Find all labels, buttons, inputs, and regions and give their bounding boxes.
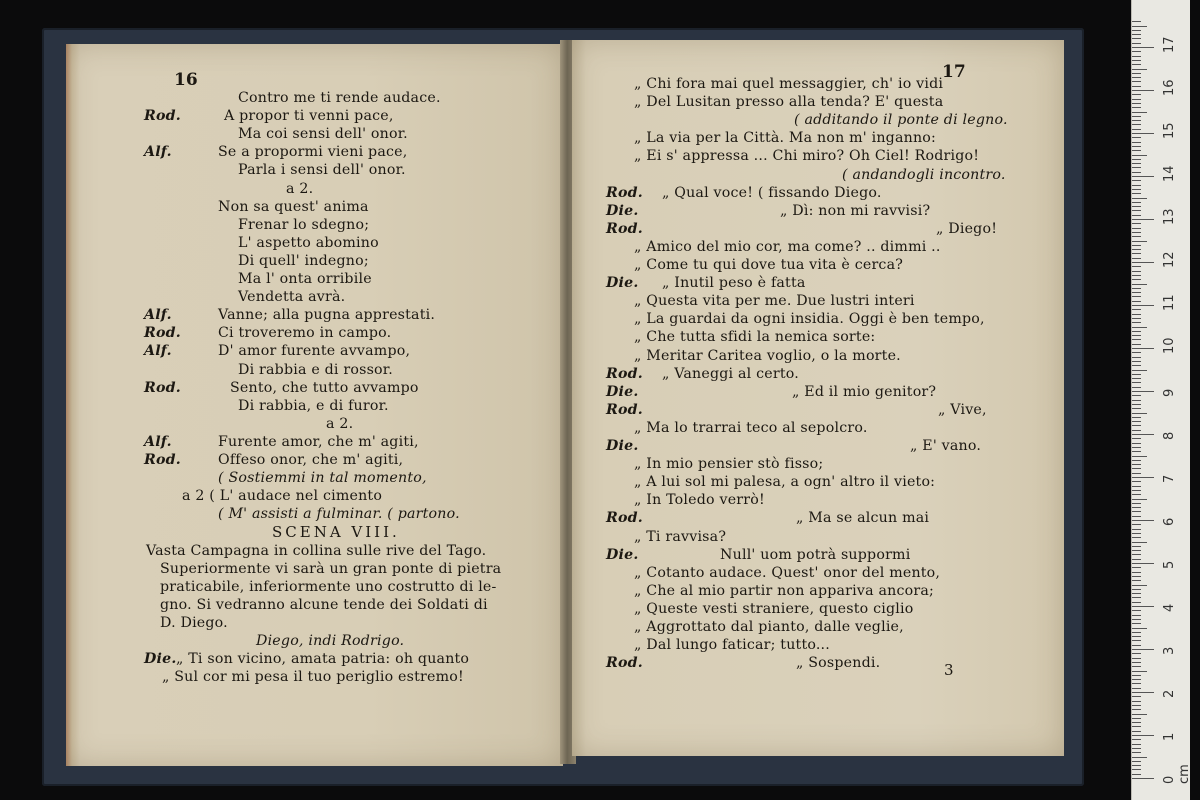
ruler-tick <box>1132 395 1141 396</box>
ruler-tick <box>1132 413 1147 414</box>
ruler-tick <box>1132 133 1154 134</box>
speaker-label: Die. <box>606 275 639 292</box>
ruler-tick <box>1132 589 1141 590</box>
ruler-tick <box>1132 529 1141 530</box>
ruler-tick <box>1132 499 1147 500</box>
ruler-tick <box>1132 516 1141 517</box>
ruler-tick <box>1132 671 1147 672</box>
verse-line: „ Ma lo trarrai teco al sepolcro. <box>634 419 868 436</box>
verse-line: Contro me ti rende audace. <box>238 90 441 106</box>
verse-line: a 2. <box>326 415 354 432</box>
ruler-tick <box>1132 468 1141 469</box>
ruler-tick <box>1132 146 1141 147</box>
ruler-tick <box>1132 765 1141 766</box>
verse-line: Parla i sensi dell' onor. <box>238 162 406 179</box>
ruler-tick <box>1132 56 1141 57</box>
verse-line: „ Diego! <box>936 220 998 237</box>
ruler-tick <box>1132 382 1141 383</box>
ruler-tick <box>1132 327 1147 328</box>
verse-line: Vendetta avrà. <box>238 289 346 306</box>
ruler-tick <box>1132 34 1141 35</box>
ruler-tick <box>1132 675 1141 676</box>
ruler-tick <box>1132 494 1141 495</box>
verse-line: Ma coi sensi dell' onor. <box>238 126 408 143</box>
ruler-tick <box>1132 486 1141 487</box>
ruler-tick <box>1132 30 1141 31</box>
ruler-tick <box>1132 511 1141 512</box>
ruler-tick <box>1132 305 1154 306</box>
speaker-label: Die. <box>144 651 177 668</box>
ruler-tick <box>1132 301 1141 302</box>
speaker-label: Rod. <box>144 108 181 125</box>
ruler-tick <box>1132 228 1141 229</box>
ruler-label: 4 <box>1162 603 1177 612</box>
ruler-tick <box>1132 137 1141 138</box>
ruler-tick <box>1132 602 1141 603</box>
verse-line: „ Dal lungo faticar; tutto... <box>634 637 830 654</box>
speaker-label: Die. <box>606 202 639 219</box>
ruler-tick <box>1132 477 1154 478</box>
ruler-tick <box>1132 223 1141 224</box>
ruler-tick <box>1132 241 1147 242</box>
ruler-tick <box>1132 116 1141 117</box>
ruler-tick <box>1132 619 1141 620</box>
ruler-tick <box>1132 520 1154 521</box>
ruler-label: 5 <box>1162 560 1177 569</box>
ruler-tick <box>1132 447 1141 448</box>
ruler-tick <box>1132 563 1154 564</box>
ruler-tick <box>1132 632 1141 633</box>
verse-line: „ Ed il mio genitor? <box>792 383 937 400</box>
ruler-tick <box>1132 176 1154 177</box>
verse-line: gno. Si vedranno alcune tende dei Soldati di <box>160 596 488 613</box>
ruler-tick <box>1132 404 1141 405</box>
speaker-label: Rod. <box>606 365 643 382</box>
ruler-tick <box>1132 408 1141 409</box>
speaker-label: Rod. <box>144 452 181 468</box>
speaker-label: Die. <box>606 383 639 400</box>
ruler-tick <box>1132 198 1147 199</box>
ruler-tick <box>1132 688 1141 689</box>
ruler-tick <box>1132 262 1154 263</box>
ruler-tick <box>1132 567 1141 568</box>
verse-line: „ Sospendi. <box>796 655 881 672</box>
ruler-tick <box>1132 425 1141 426</box>
ruler-label: 8 <box>1162 431 1177 440</box>
ruler-tick <box>1132 537 1141 538</box>
ruler-tick <box>1132 94 1141 95</box>
ruler-tick <box>1132 683 1141 684</box>
verse-line: „ In mio pensier stò fisso; <box>634 456 824 473</box>
verse-line: „ Qual voce! ( fissando Diego. <box>662 184 882 201</box>
ruler-tick <box>1132 546 1141 547</box>
ruler-label: 13 <box>1162 208 1177 225</box>
verse-line: „ Ma se alcun mai <box>796 510 930 527</box>
verse-line: ( andandogli incontro. <box>842 166 1006 183</box>
ruler-tick <box>1132 284 1147 285</box>
verse-line: „ Aggrottato dal pianto, dalle veglie, <box>634 619 904 635</box>
ruler-tick <box>1132 430 1141 431</box>
verse-line: „ E' vano. <box>910 438 982 454</box>
verse-line: Offeso onor, che m' agiti, <box>218 452 404 468</box>
ruler-tick <box>1132 778 1154 779</box>
ruler-tick <box>1132 365 1141 366</box>
ruler-tick <box>1132 718 1141 719</box>
ruler-tick <box>1132 460 1141 461</box>
verse-line: Null' uom potrà suppormi <box>720 546 911 563</box>
verse-line: D' amor furente avvampo, <box>218 343 411 360</box>
ruler-tick <box>1132 99 1141 100</box>
ruler-tick <box>1132 636 1141 637</box>
verse-line: „ Vive, <box>938 401 987 418</box>
ruler-tick <box>1132 279 1141 280</box>
ruler-label: 16 <box>1162 79 1177 96</box>
ruler-tick <box>1132 572 1141 573</box>
ruler-tick <box>1132 81 1141 82</box>
ruler-label: 3 <box>1162 646 1177 655</box>
ruler-tick <box>1132 709 1141 710</box>
ruler-tick <box>1132 275 1141 276</box>
ruler-tick <box>1132 189 1141 190</box>
ruler-tick <box>1132 640 1141 641</box>
ruler-tick <box>1132 490 1141 491</box>
verse-line: Vasta Campagna in collina sulle rive del Tago. <box>146 542 487 559</box>
ruler-tick <box>1132 185 1141 186</box>
ruler-tick <box>1132 361 1141 362</box>
verse-line: „ Che al mio partir non appariva ancora; <box>634 582 934 599</box>
speaker-label: Alf. <box>144 144 172 161</box>
left-page-number: 16 <box>174 70 198 90</box>
ruler-tick <box>1132 206 1141 207</box>
ruler-tick <box>1132 26 1147 27</box>
ruler-tick <box>1132 606 1154 607</box>
ruler-tick <box>1132 129 1141 130</box>
right-page-number: 17 <box>942 62 966 82</box>
ruler-tick <box>1132 542 1147 543</box>
verse-line: Furente amor, che m' agiti, <box>218 433 419 450</box>
ruler-tick <box>1132 701 1141 702</box>
speaker-label: Rod. <box>606 184 643 201</box>
speaker-label: Die. <box>606 546 639 563</box>
verse-line: ( additando il ponte di legno. <box>794 112 1008 129</box>
ruler-tick <box>1132 266 1141 267</box>
ruler-label: 10 <box>1162 337 1177 354</box>
verse-line: ( M' assisti a fulminar. ( partono. <box>218 506 460 523</box>
ruler-tick <box>1132 258 1141 259</box>
ruler-tick <box>1132 696 1141 697</box>
verse-line: Ma l' onta orribile <box>238 271 372 287</box>
ruler-tick <box>1132 232 1141 233</box>
ruler-tick <box>1132 249 1141 250</box>
ruler-tick <box>1132 769 1141 770</box>
speaker-label: Rod. <box>606 401 643 418</box>
signature-mark: 3 <box>944 661 954 679</box>
ruler-tick <box>1132 464 1141 465</box>
ruler-tick <box>1132 172 1141 173</box>
ruler-label: 14 <box>1162 165 1177 182</box>
ruler-tick <box>1132 47 1154 48</box>
ruler-tick <box>1132 335 1141 336</box>
verse-line: Di rabbia, e di furor. <box>238 397 389 414</box>
ruler-tick <box>1132 167 1141 168</box>
speaker-label: Rod. <box>606 655 643 672</box>
ruler-tick <box>1132 731 1141 732</box>
verse-line: „ Chi fora mai quel messaggier, ch' io vidi <box>634 76 944 92</box>
ruler-tick <box>1132 236 1141 237</box>
ruler-tick <box>1132 155 1147 156</box>
ruler-tick <box>1132 112 1147 113</box>
ruler-tick <box>1132 348 1154 349</box>
verse-line: Vanne; alla pugna apprestati. <box>218 307 436 324</box>
ruler-tick <box>1132 726 1141 727</box>
verse-line: „ Questa vita per me. Due lustri interi <box>634 293 915 310</box>
ruler-tick <box>1132 524 1141 525</box>
verse-line: a 2 ( L' audace nel cimento <box>182 488 383 505</box>
ruler-tick <box>1132 666 1141 667</box>
ruler-tick <box>1132 271 1141 272</box>
verse-line: Ci troveremo in campo. <box>218 325 392 342</box>
ruler-label: 11 <box>1162 294 1177 311</box>
verse-line: „ Ei s' appressa ... Chi miro? Oh Ciel! Rodrigo! <box>634 148 980 165</box>
verse-line: „ La guardai da ogni insidia. Oggi è ben tempo, <box>634 311 985 328</box>
ruler-tick <box>1132 585 1147 586</box>
ruler-tick <box>1132 705 1141 706</box>
ruler-tick <box>1132 400 1141 401</box>
ruler-tick <box>1132 615 1141 616</box>
ruler-tick <box>1132 43 1141 44</box>
ruler-label: 17 <box>1162 36 1177 53</box>
ruler-tick <box>1132 503 1141 504</box>
ruler-tick <box>1132 219 1154 220</box>
ruler-tick <box>1132 434 1154 435</box>
ruler-tick <box>1132 21 1141 22</box>
verse-line: A propor ti venni pace, <box>224 108 394 125</box>
ruler-tick <box>1132 344 1141 345</box>
ruler-tick <box>1132 744 1141 745</box>
verse-line: SCENA VIII. <box>272 523 400 542</box>
ruler-tick <box>1132 473 1141 474</box>
ruler-tick <box>1132 314 1141 315</box>
verse-line: praticabile, inferiormente uno costrutto di le- <box>160 578 497 595</box>
ruler-label: 12 <box>1162 251 1177 268</box>
ruler-tick <box>1132 331 1141 332</box>
ruler-label: 6 <box>1162 517 1177 526</box>
verse-line: D. Diego. <box>160 614 228 631</box>
ruler-tick <box>1132 215 1141 216</box>
ruler-tick <box>1132 714 1147 715</box>
verse-line: „ Del Lusitan presso alla tenda? E' questa <box>634 94 944 111</box>
ruler-label: 2 <box>1162 689 1177 698</box>
verse-line: Superiormente vi sarà un gran ponte di pietra <box>160 560 502 577</box>
ruler-tick <box>1132 507 1141 508</box>
verse-line: „ Meritar Caritea voglio, o la morte. <box>634 347 901 364</box>
speaker-label: Alf. <box>144 433 172 450</box>
ruler-tick <box>1132 309 1141 310</box>
speaker-label: Rod. <box>144 325 181 342</box>
ruler-tick <box>1132 370 1147 371</box>
ruler-tick <box>1132 292 1141 293</box>
ruler-tick <box>1132 576 1141 577</box>
ruler-tick <box>1132 554 1141 555</box>
verse-line: L' aspetto abomino <box>238 234 379 251</box>
ruler-tick <box>1132 421 1141 422</box>
ruler-tick <box>1132 124 1141 125</box>
ruler-tick <box>1132 77 1141 78</box>
right-page <box>572 40 1064 756</box>
ruler-tick <box>1132 735 1154 736</box>
ruler-tick <box>1132 142 1141 143</box>
ruler-tick <box>1132 374 1141 375</box>
ruler-label: 15 <box>1162 122 1177 139</box>
ruler-tick <box>1132 580 1141 581</box>
verse-line: a 2. <box>286 180 314 197</box>
verse-line: Di rabbia e di rossor. <box>238 361 393 378</box>
ruler-label: 1 <box>1162 732 1177 741</box>
verse-line: „ Vaneggi al certo. <box>662 365 799 382</box>
ruler-tick <box>1132 193 1141 194</box>
ruler-tick <box>1132 761 1141 762</box>
verse-line: Di quell' indegno; <box>238 252 369 269</box>
ruler-tick <box>1132 679 1141 680</box>
ruler-tick <box>1132 163 1141 164</box>
verse-line: „ Sul cor mi pesa il tuo periglio estremo! <box>162 669 464 686</box>
ruler-tick <box>1132 296 1141 297</box>
ruler-tick <box>1132 357 1141 358</box>
ruler-tick <box>1132 658 1141 659</box>
ruler-tick <box>1132 774 1141 775</box>
ruler-tick <box>1132 51 1141 52</box>
ruler-tick <box>1132 481 1141 482</box>
ruler-tick <box>1132 456 1147 457</box>
ruler-tick <box>1132 559 1141 560</box>
ruler-tick <box>1132 339 1141 340</box>
ruler-tick <box>1132 107 1141 108</box>
verse-line: Sento, che tutto avvampo <box>230 379 419 396</box>
ruler-tick <box>1132 73 1141 74</box>
ruler-tick <box>1132 649 1154 650</box>
verse-line: „ Cotanto audace. Quest' onor del mento, <box>634 564 941 581</box>
verse-line: „ La via per la Città. Ma non m' inganno: <box>634 130 937 147</box>
ruler-tick <box>1132 253 1141 254</box>
verse-line: „ Che tutta sfidi la nemica sorte: <box>634 329 876 346</box>
ruler-label: 7 <box>1162 474 1177 483</box>
ruler-tick <box>1132 387 1141 388</box>
ruler-tick <box>1132 210 1141 211</box>
ruler-tick <box>1132 443 1141 444</box>
speaker-label: Rod. <box>144 379 181 396</box>
ruler-tick <box>1132 245 1141 246</box>
ruler-tick <box>1132 391 1154 392</box>
ruler-tick <box>1132 288 1141 289</box>
verse-line: „ Come tu qui dove tua vita è cerca? <box>634 257 904 273</box>
speaker-label: Alf. <box>144 343 172 360</box>
ruler-tick <box>1132 645 1141 646</box>
left-page <box>66 44 563 766</box>
ruler-tick <box>1132 623 1141 624</box>
ruler-tick <box>1132 550 1141 551</box>
ruler-tick <box>1132 378 1141 379</box>
ruler-tick <box>1132 202 1141 203</box>
ruler-tick <box>1132 739 1141 740</box>
ruler-tick <box>1132 150 1141 151</box>
ruler-tick <box>1132 722 1141 723</box>
verse-line: ( Sostiemmi in tal momento, <box>218 470 427 487</box>
verse-line: Frenar lo sdegno; <box>238 216 370 233</box>
ruler-tick <box>1132 451 1141 452</box>
ruler-tick <box>1132 417 1141 418</box>
ruler-tick <box>1132 692 1154 693</box>
ruler-tick <box>1132 597 1141 598</box>
speaker-label: Alf. <box>144 307 172 324</box>
verse-line: Non sa quest' anima <box>218 198 369 215</box>
verse-line: „ Inutil peso è fatta <box>662 275 806 292</box>
ruler-tick <box>1132 438 1141 439</box>
verse-line: „ Ti son vicino, amata patria: oh quanto <box>176 651 470 668</box>
ruler-tick <box>1132 318 1141 319</box>
ruler-label: 0 cm <box>1162 764 1192 784</box>
ruler-tick <box>1132 610 1141 611</box>
ruler-tick <box>1132 653 1141 654</box>
verse-line: „ Amico del mio cor, ma come? .. dimmi .. <box>634 238 941 255</box>
ruler-tick <box>1132 64 1141 65</box>
ruler-tick <box>1132 180 1141 181</box>
ruler-tick <box>1132 120 1141 121</box>
verse-line: „ A lui sol mi palesa, a ogn' altro il vieto: <box>634 474 936 491</box>
verse-line: „ In Toledo verrò! <box>634 492 765 509</box>
ruler-tick <box>1132 103 1141 104</box>
ruler-tick <box>1132 159 1141 160</box>
speaker-label: Rod. <box>606 510 643 527</box>
ruler-tick <box>1132 757 1147 758</box>
ruler-label: 9 <box>1162 388 1177 397</box>
ruler-tick <box>1132 752 1141 753</box>
ruler-tick <box>1132 86 1141 87</box>
speaker-label: Rod. <box>606 220 643 237</box>
verse-line: Se a propormi vieni pace, <box>218 144 408 161</box>
ruler-tick <box>1132 60 1141 61</box>
ruler-tick <box>1132 662 1141 663</box>
ruler-tick <box>1132 352 1141 353</box>
ruler-tick <box>1132 322 1141 323</box>
ruler-tick <box>1132 628 1147 629</box>
verse-line: Diego, indi Rodrigo. <box>256 633 405 649</box>
ruler-tick <box>1132 90 1154 91</box>
ruler-tick <box>1132 533 1141 534</box>
verse-line: „ Dì: non mi ravvisi? <box>780 202 931 219</box>
ruler-tick <box>1132 593 1141 594</box>
ruler-tick <box>1132 38 1141 39</box>
verse-line: „ Queste vesti straniere, questo ciglio <box>634 600 914 617</box>
measuring-ruler <box>1131 0 1190 800</box>
speaker-label: Die. <box>606 438 639 454</box>
ruler-tick <box>1132 748 1141 749</box>
verse-line: „ Ti ravvisa? <box>634 528 727 545</box>
ruler-tick <box>1132 69 1147 70</box>
